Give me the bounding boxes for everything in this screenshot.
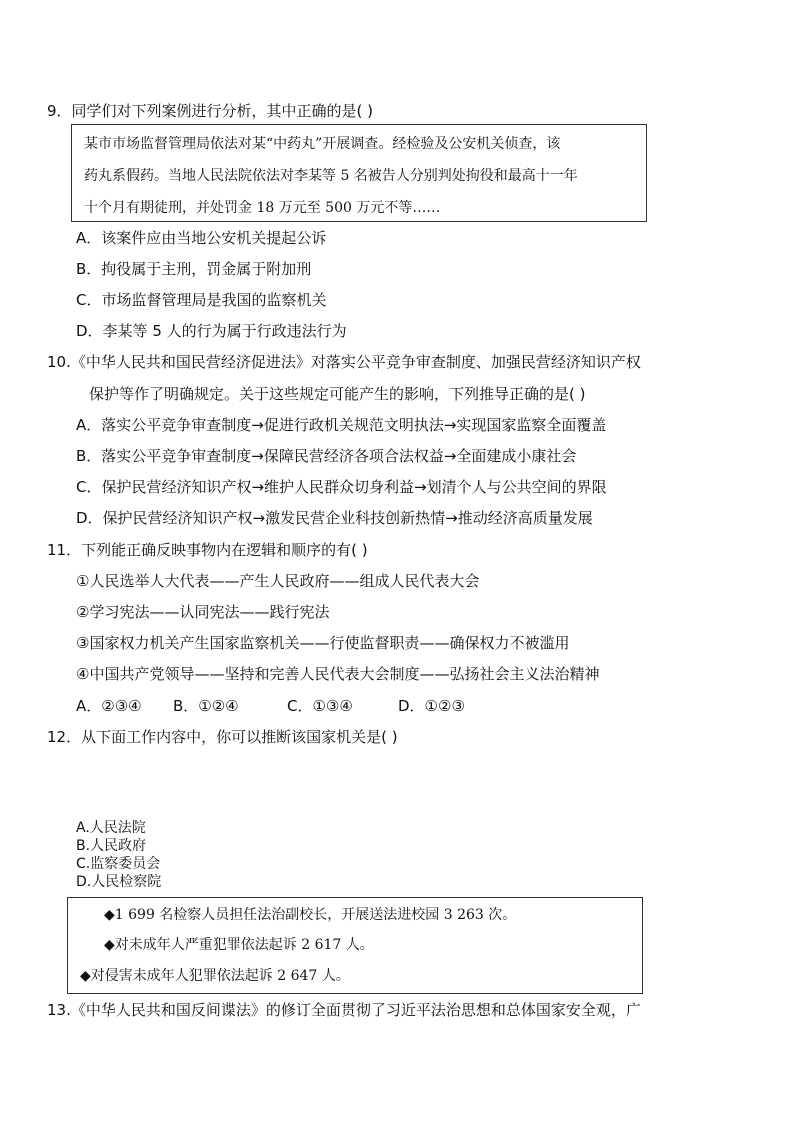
- q9-option-d: D．李某等 5 人的行为属于行政违法行为: [76, 322, 347, 340]
- q12-option-c: C.监察委员会: [76, 856, 161, 872]
- q10-option-b: B．落实公平竞争审查制度→保障民营经济各项合法权益→全面建成小康社会: [76, 447, 577, 465]
- q11-item: ④中国共产党领导——坚持和完善人民代表大会制度——弘扬社会主义法治精神: [76, 665, 600, 683]
- q10-option-d: D．保护民营经济知识产权→激发民营企业科技创新热情→推动经济高质量发展: [76, 509, 593, 527]
- q10-stem-line2: 保护等作了明确规定。关于这些规定可能产生的影响，下列推导正确的是( ): [89, 385, 586, 403]
- q9-option-c: C．市场监督管理局是我国的监察机关: [76, 291, 327, 309]
- q11-item: ②学习宪法——认同宪法——践行宪法: [76, 603, 330, 621]
- q9-material-box: [71, 124, 647, 222]
- q9-material-line: 十个月有期徒刑，并处罚金 18 万元至 500 万元不等……: [84, 200, 441, 216]
- q13-stem: 13.《中华人民共和国反间谍法》的修订全面贯彻了习近平法治思想和总体国家安全观，广: [47, 1001, 641, 1019]
- q9-option-a: A．该案件应由当地公安机关提起公诉: [76, 229, 327, 247]
- q12-option-a: A.人民法院: [76, 820, 146, 836]
- q12-material-line: ◆对未成年人严重犯罪依法起诉 2 617 人。: [104, 937, 374, 953]
- q12-material-line: ◆1 699 名检察人员担任法治副校长，开展送法进校园 3 263 次。: [104, 907, 517, 923]
- q9-option-b: B．拘役属于主刑，罚金属于附加刑: [76, 260, 312, 278]
- q10-option-a: A．落实公平竞争审查制度→促进行政机关规范文明执法→实现国家监察全面覆盖: [76, 416, 607, 434]
- q9-stem: 9．同学们对下列案例进行分析，其中正确的是( ): [47, 102, 374, 120]
- q12-material-box: [67, 897, 643, 994]
- q11-option-b: B．①②④: [173, 697, 239, 715]
- q11-item: ③国家权力机关产生国家监察机关——行使监督职责——确保权力不被滥用: [76, 634, 570, 652]
- q12-option-d: D.人民检察院: [76, 874, 162, 890]
- q10-option-c: C．保护民营经济知识产权→维护人民群众切身利益→划清个人与公共空间的界限: [76, 478, 607, 496]
- q12-option-b: B.人民政府: [76, 838, 147, 854]
- q12-material-line: ◆对侵害未成年人犯罪依法起诉 2 647 人。: [80, 968, 350, 984]
- q12-stem: 12．从下面工作内容中，你可以推断该国家机关是( ): [47, 728, 398, 746]
- q11-option-c: C．①③④: [287, 697, 353, 715]
- q9-material-line: 药丸系假药。当地人民法院依法对李某等 5 名被告人分别判处拘役和最高十一年: [84, 168, 578, 184]
- q11-option-a: A．②③④: [76, 697, 142, 715]
- q11-stem: 11．下列能正确反映事物内在逻辑和顺序的有( ): [47, 541, 368, 559]
- q9-material-line: 某市市场监督管理局依法对某“中药丸”开展调查。经检验及公安机关侦查，该: [84, 136, 561, 152]
- q11-option-d: D．①②③: [398, 697, 465, 715]
- q10-stem-line1: 10.《中华人民共和国民营经济促进法》对落实公平竞争审查制度、加强民营经济知识产权: [47, 353, 641, 371]
- q11-item: ①人民选举人大代表——产生人民政府——组成人民代表大会: [76, 572, 480, 590]
